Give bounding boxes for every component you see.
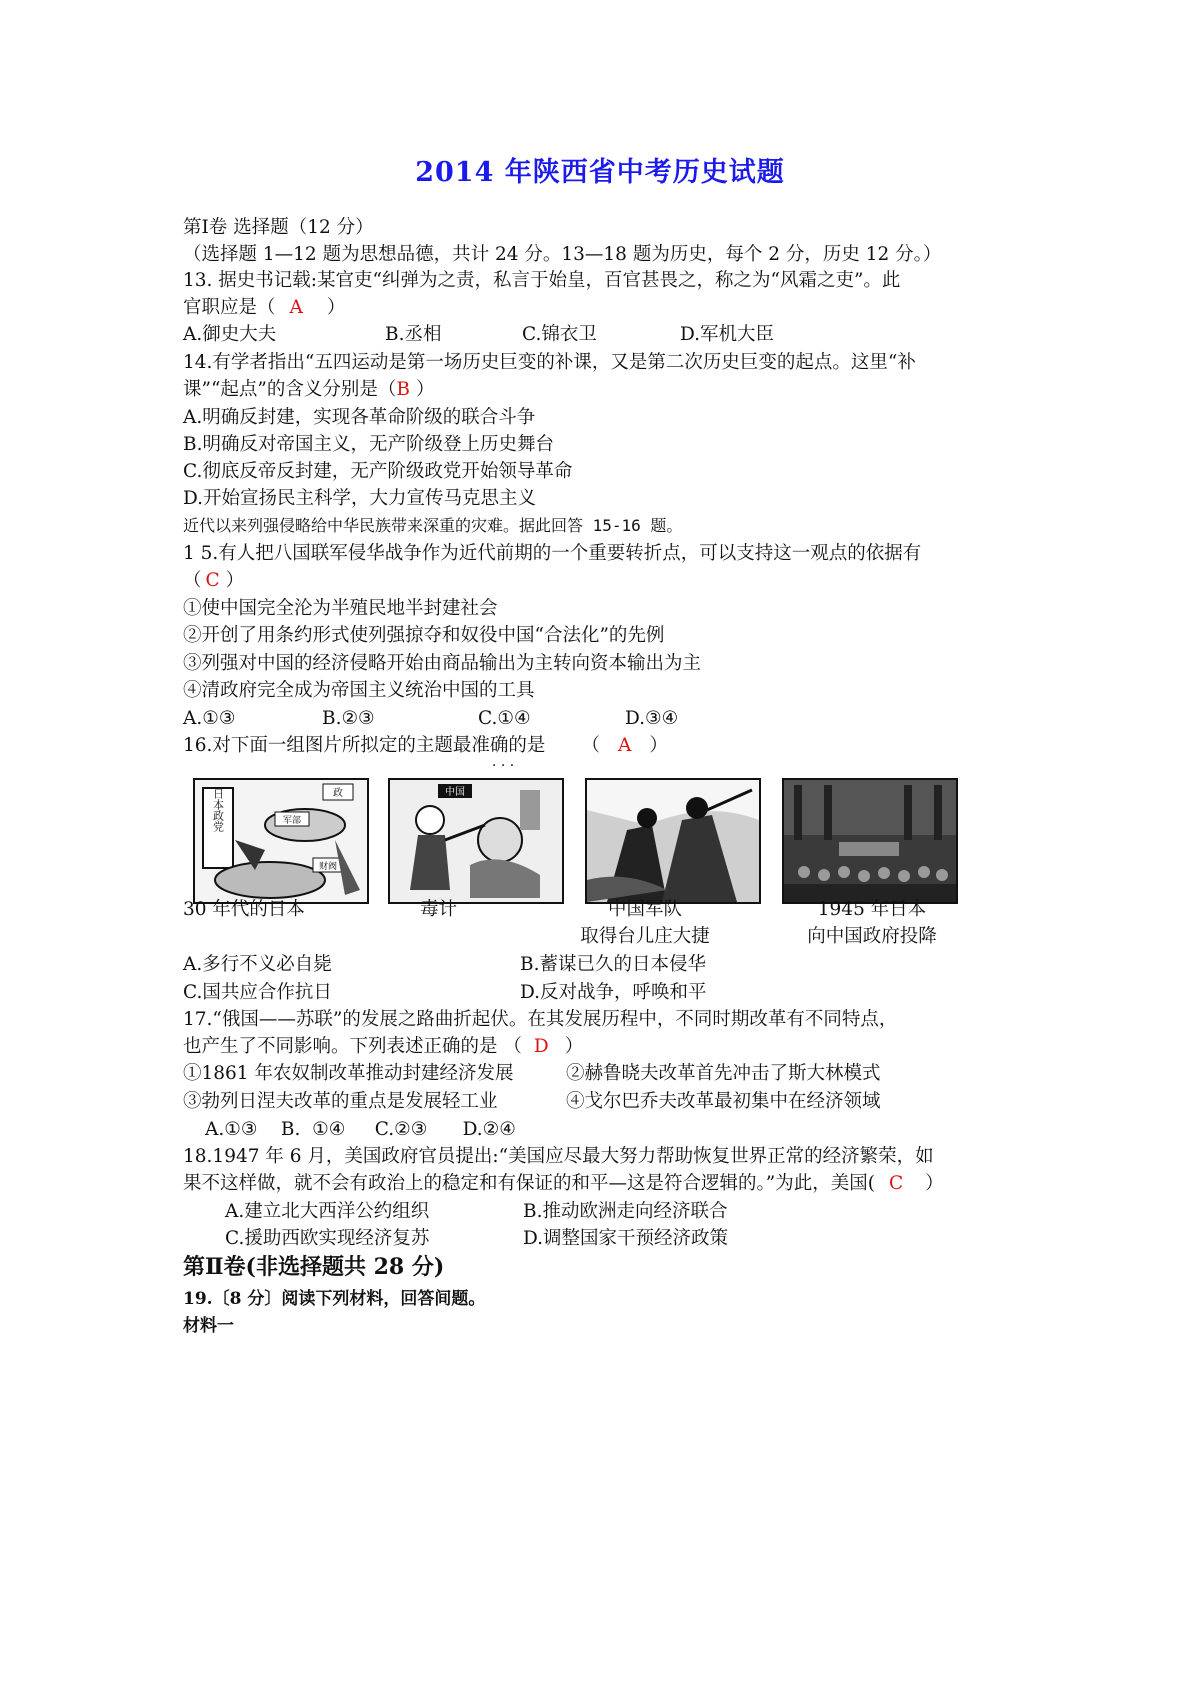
picture-4-art bbox=[784, 780, 956, 902]
q17-suffix: ） bbox=[564, 1036, 584, 1057]
q18-prefix: 果不这样做，就不会有政治上的稳定和有保证的和平—这是符合逻辑的。”为此，美国( bbox=[183, 1173, 875, 1194]
q16-answer: A bbox=[617, 735, 632, 756]
q15-option-a: A.①③ bbox=[183, 708, 236, 729]
picture-1-art bbox=[195, 780, 367, 902]
caption-4-line-2: 向中国政府投降 bbox=[807, 926, 937, 947]
q13-option-c: C.锦衣卫 bbox=[522, 324, 597, 345]
exam-title: 2014 年陕西省中考历史试题 bbox=[415, 157, 785, 188]
picture-poison-plot bbox=[388, 778, 564, 904]
q13-option-b: B.丞相 bbox=[385, 324, 442, 345]
q17-statement-2: ②赫鲁晓夫改革首先冲击了斯大林模式 bbox=[566, 1063, 881, 1084]
q14-option-a: A.明确反封建，实现各革命阶级的联合斗争 bbox=[183, 407, 536, 428]
q18-option-a: A.建立北大西洋公约组织 bbox=[225, 1201, 430, 1222]
caption-4-line-1: 1945 年日本 bbox=[817, 899, 927, 920]
q18-answer: C bbox=[888, 1173, 904, 1194]
part1-heading: 第Ⅰ卷 选择题（12 分） bbox=[183, 217, 374, 238]
q13-line1: 13. 据史书记载:某官吏“纠弹为之责，私言于始皇，百官甚畏之，称之为“风霜之吏”。此 bbox=[183, 270, 901, 291]
q15-statement-1: ①使中国完全沦为半殖民地半封建社会 bbox=[183, 598, 498, 619]
q17-prefix: 也产生了不同影响。下列表述正确的是 （ bbox=[183, 1036, 522, 1057]
caption-1: 30 年代的日本 bbox=[183, 899, 305, 920]
q16-emphasis-dots: · · · bbox=[492, 758, 515, 774]
q17-statement-4: ④戈尔巴乔夫改革最初集中在经济领域 bbox=[566, 1091, 881, 1112]
q17-statement-3: ③勃列日涅夫改革的重点是发展轻工业 bbox=[183, 1091, 498, 1112]
q18-line1: 18.1947 年 6 月，美国政府官员提出:“美国应尽最大努力帮助恢复世界正常的经济繁荣，如 bbox=[183, 1146, 934, 1167]
q17-answer: D bbox=[533, 1036, 549, 1057]
caption-2: 毒计 bbox=[420, 899, 458, 920]
q16-option-c: C.国共应合作抗日 bbox=[183, 982, 332, 1003]
q19-heading: 19.〔8 分〕阅读下列材料，回答间题。 bbox=[183, 1289, 486, 1309]
picture-taierzhuang bbox=[585, 778, 761, 904]
q14-answer: B bbox=[396, 379, 410, 400]
q15-statement-3: ③列强对中国的经济侵略开始由商品输出为主转向资本输出为主 bbox=[183, 653, 702, 674]
q16-line1 bbox=[183, 733, 668, 759]
picture-1930s-japan bbox=[193, 778, 369, 904]
picture-japan-surrender bbox=[782, 778, 958, 904]
q14-line2 bbox=[183, 377, 435, 403]
q14-option-b: B.明确反对帝国主义，无产阶级登上历史舞台 bbox=[183, 434, 554, 455]
caption-3-line-2: 取得台儿庄大捷 bbox=[580, 926, 710, 947]
q14-line1: 14.有学者指出“五四运动是第一场历史巨变的补课，又是第二次历史巨变的起点。这里“补 bbox=[183, 352, 916, 373]
q18-option-d: D.调整国家干预经济政策 bbox=[523, 1228, 729, 1249]
picture-2-label: 中国 bbox=[445, 787, 465, 798]
picture-1-label-2: 财阀 bbox=[318, 862, 338, 872]
caption-3-line-1: 中国军队 bbox=[607, 899, 682, 920]
q15-statement-2: ②开创了用条约形式使列强掠夺和奴役中国“合法化”的先例 bbox=[183, 625, 665, 646]
q13-option-a: A.御史大夫 bbox=[183, 324, 277, 345]
q18-suffix: ） bbox=[925, 1173, 944, 1194]
q18-option-c: C.援助西欧实现经济复苏 bbox=[225, 1228, 430, 1249]
q15-line1: 1 5.有人把八国联军侵华战争作为近代前期的一个重要转折点，可以支持这一观点的依据有 bbox=[183, 543, 922, 564]
part2-heading: 第Ⅱ卷(非选择题共 28 分) bbox=[183, 1254, 445, 1280]
q16-prefix: （ bbox=[581, 735, 600, 756]
q13-suffix: ） bbox=[326, 297, 346, 318]
intro-15-16: 近代以来列强侵略给中华民族带来深重的灾难。据此回答 15-16 题。 bbox=[183, 516, 683, 535]
q15-option-b: B.②③ bbox=[322, 708, 375, 729]
q13-prefix: 官职应是（ bbox=[183, 297, 276, 318]
q15-statement-4: ④清政府完全成为帝国主义统治中国的工具 bbox=[183, 680, 535, 701]
q16-option-a: A.多行不义必自毙 bbox=[183, 954, 332, 975]
picture-3-art bbox=[587, 780, 759, 902]
q13-line2 bbox=[183, 295, 345, 321]
picture-1-label-3: 军部 bbox=[282, 816, 302, 826]
q17-options: A.①③ B. ①④ C.②③ D.②④ bbox=[205, 1119, 516, 1140]
q13-option-d: D.军机大臣 bbox=[680, 324, 775, 345]
picture-1-label-4: 政 bbox=[333, 788, 343, 799]
q15-option-d: D.③④ bbox=[625, 708, 679, 729]
q15-answer: C bbox=[205, 570, 220, 591]
q13-answer: A bbox=[289, 297, 303, 318]
q17-line2 bbox=[183, 1034, 583, 1060]
picture-2-art bbox=[390, 780, 562, 902]
q16-option-b: B.蓄谋已久的日本侵华 bbox=[520, 954, 706, 975]
q15-option-c: C.①④ bbox=[478, 708, 531, 729]
q14-option-c: C.彻底反帝反封建，无产阶级政党开始领导革命 bbox=[183, 461, 573, 482]
q17-line1: 17.“俄国——苏联”的发展之路曲折起伏。在其发展历程中，不同时期改革有不同特点， bbox=[183, 1009, 898, 1030]
q18-option-b: B.推动欧洲走向经济联合 bbox=[523, 1201, 728, 1222]
part1-note: （选择题 1—12 题为思想品德，共计 24 分。13—18 题为历史，每个 2 分，历史 12 分。） bbox=[183, 244, 942, 265]
q16-suffix: ） bbox=[649, 735, 668, 756]
q18-line2 bbox=[183, 1171, 944, 1197]
q16-question: 16.对下面一组图片所拟定的主题最准确的是 bbox=[183, 735, 546, 756]
q17-statement-1: ①1861 年农奴制改革推动封建经济发展 bbox=[183, 1063, 514, 1084]
q14-option-d: D.开始宣扬民主科学，大力宣传马克思主义 bbox=[183, 488, 537, 509]
q16-option-d: D.反对战争，呼唤和平 bbox=[520, 982, 707, 1003]
q15-suffix: ） bbox=[225, 570, 245, 591]
q14-prefix: 课”“起点”的含义分别是（ bbox=[183, 379, 397, 400]
material-1-label: 材料一 bbox=[183, 1316, 234, 1336]
q15-line2 bbox=[183, 568, 244, 594]
picture-1-label-1: 日本政党 bbox=[211, 788, 225, 832]
q15-prefix: （ bbox=[183, 570, 202, 591]
q14-suffix: ） bbox=[415, 379, 435, 400]
